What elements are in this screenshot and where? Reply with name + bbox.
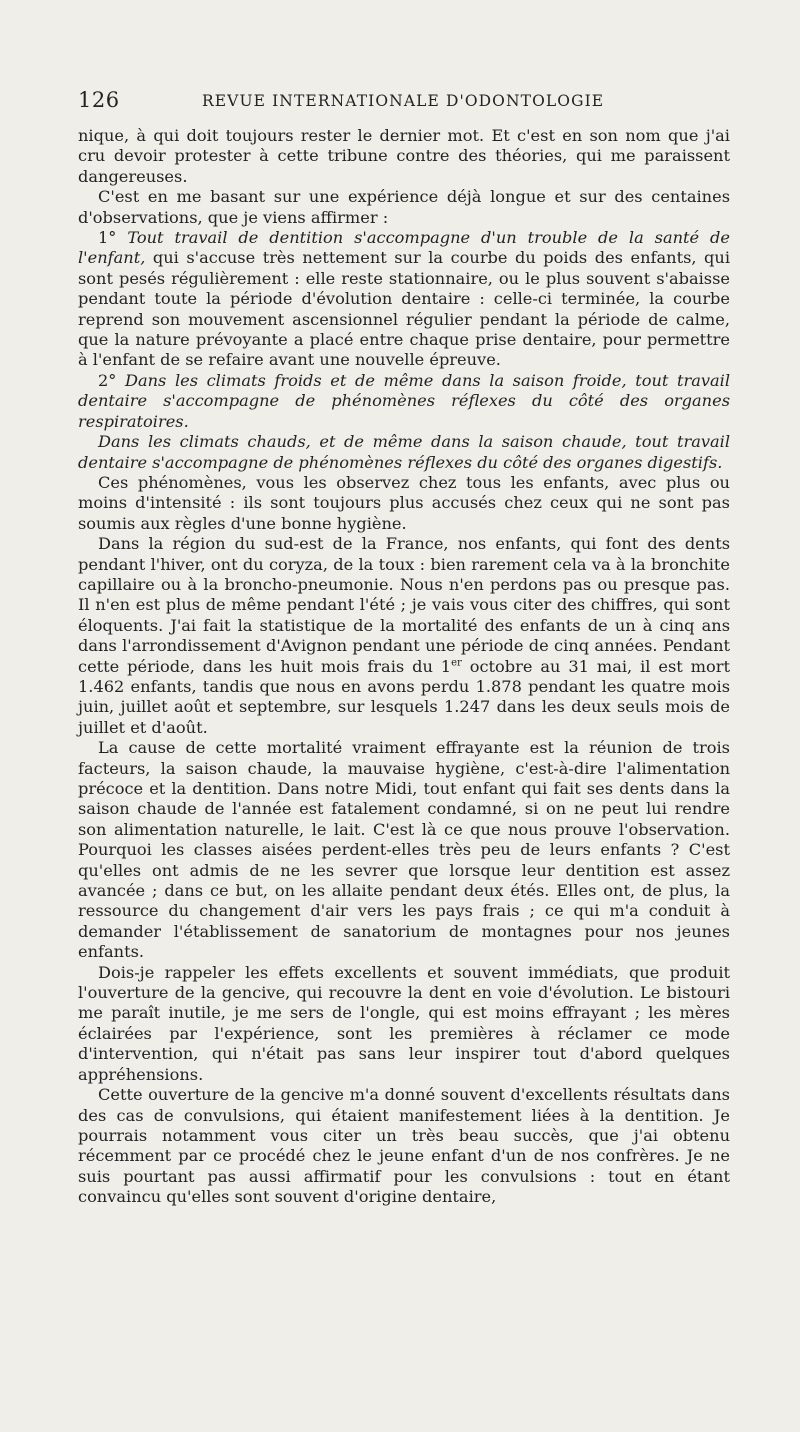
paragraph: Cette ouverture de la gencive m'a donné souvent d'excellents résultats dans des cas de convulsions, qui étaient manifestement liées à la dentition. Je pourrais notamment vous citer un très beau succès, que j'ai obtenu récemment par ce procédé chez le jeune enfant d'un de nos confrères. Je ne suis pourtant pas aussi affirmatif pour les convulsions : tout en étant convaincu qu'elles sont souvent d'origine dentaire,	[78, 1085, 730, 1207]
paragraph-text: octobre au 31 mai, il est mort 1.462 enfants, tandis que nous en avons perdu 1.878 pendant les quatre mois juin, juillet août et septembre, sur lesquels 1.247 dans les deux seuls mois de juillet et d'août.	[78, 656, 730, 737]
italic-thesis: Dans les climats chauds, et de même dans la saison chaude, tout travail dentaire s'accompagne de phénomènes réflexes du côté des organes digestifs.	[78, 432, 730, 472]
paragraph: C'est en me basant sur une expérience déjà longue et sur des centaines d'observations, que je viens affirmer :	[78, 187, 730, 227]
paragraph	[78, 371, 730, 432]
paragraph: Dois-je rappeler les effets excellents et souvent immédiats, que produit l'ouverture de la gencive, qui recouvre la dent en voie d'évolution. Le bistouri me paraît inutile, je me sers de l'ongle, qui est moins effrayant ; les mères éclairées par l'expérience, sont les premières à réclamer ce mode d'intervention, qui n'était pas sans leur inspirer tout d'abord quelques appréhensions.	[78, 962, 730, 1084]
item-number: 1°	[98, 228, 117, 248]
superscript: er	[451, 657, 462, 669]
paragraph	[78, 228, 730, 371]
item-number: 2°	[98, 370, 117, 390]
paragraph: La cause de cette mortalité vraiment effrayante est la réunion de trois facteurs, la saison chaude, la mauvaise hygiène, c'est-à-dire l'alimentation précoce et la dentition. Dans notre Midi, tout enfant qui fait ses dents dans la saison chaude de l'année est fatalement condamné, si on ne peut lui rendre son alimentation naturelle, le lait. C'est là ce que nous prouve l'observation. Pourquoi les classes aisées perdent-elles très peu de leurs enfants ? C'est qu'elles ont admis de ne les sevrer que lorsque leur dentition est assez avancée ; dans ce but, on les allaite pendant deux étés. Elles ont, de plus, la ressource du changement d'air vers les pays frais ; ce qui m'a conduit à demander l'établissement de sanatorium de montagnes pour nos jeunes enfants.	[78, 738, 730, 962]
page-header	[78, 88, 730, 118]
paragraph-text: qui s'accuse très nettement sur la courbe du poids des enfants, qui sont pesés régulièrement : elle reste stationnaire, ou le plus souvent s'abaisse pendant toute la période d'évolution dentaire : celle-ci terminée, la courbe reprend son mouvement ascensionnel régulier pendant la période de calme, que la nature prévoyante a placé entre chaque prise dentaire, pour permettre à l'enfant de se refaire avant une nouvelle épreuve.	[78, 248, 730, 370]
paragraph	[78, 432, 730, 473]
paragraph: Ces phénomènes, vous les observez chez tous les enfants, avec plus ou moins d'intensité : ils sont toujours plus accusés chez ceux qui ne sont pas soumis aux règles d'une bonne hygiène.	[78, 472, 730, 533]
page-number: 126	[78, 88, 120, 112]
italic-thesis: Tout travail de dentition s'accompagne d'un trouble de la santé de l'enfant,	[78, 228, 730, 268]
paragraph	[78, 534, 730, 738]
paragraph: nique, à qui doit toujours rester le dernier mot. Et c'est en son nom que j'ai cru devoir protester à cette tribune contre des théories, qui me paraissent dangereuses.	[78, 126, 730, 186]
italic-thesis: Dans les climats froids et de même dans la saison froide, tout travail dentaire s'accompagne de phénomènes réflexes du côté des organes respiratoires.	[78, 370, 731, 431]
body-text	[78, 126, 730, 1208]
running-title: REVUE INTERNATIONALE D'ODONTOLOGIE	[202, 92, 605, 110]
paragraph-text: Dans la région du sud-est de la France, nos enfants, qui font des dents pendant l'hiver, ont du coryza, de la toux : bien rarement cela va à la bronchite capillaire ou à la broncho-pneumonie. Nous n'en perdons pas ou presque pas. Il n'en est plus de même pendant l'été ; je vais vous citer des chiffres, qui sont éloquents. J'ai fait la statistique de la mortalité des enfants de un à cinq ans dans l'arrondissement d'Avignon pendant une période de cinq années. Pendant cette période, dans les huit mois frais du 1	[78, 534, 730, 676]
